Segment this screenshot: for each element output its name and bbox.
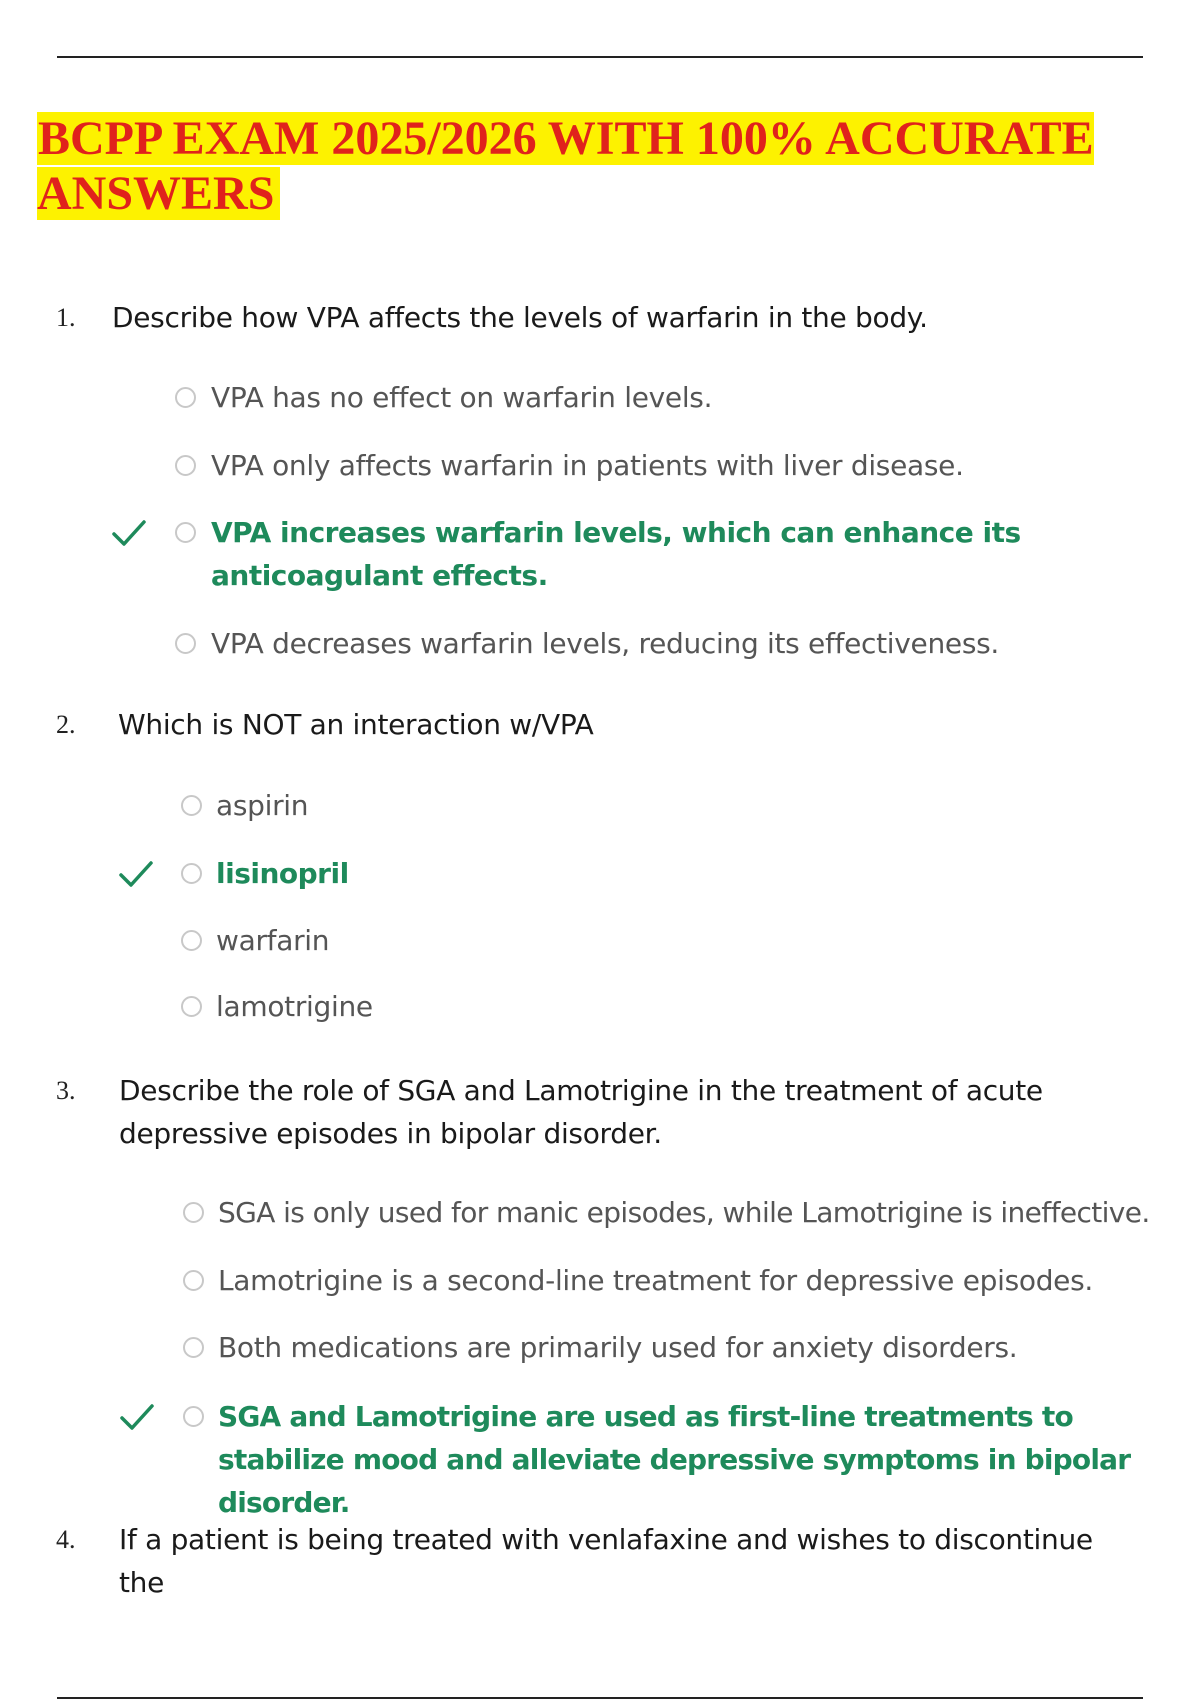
q3-option-b[interactable] <box>183 1259 1183 1302</box>
q2-option-b-correct[interactable] <box>181 852 1081 895</box>
q2-option-a[interactable] <box>181 784 1081 827</box>
question-2 <box>56 703 1158 746</box>
q2-option-c[interactable] <box>181 919 1081 962</box>
question-4 <box>56 1518 1139 1604</box>
question-text: Describe how VPA affects the levels of warfarin in the body. <box>112 301 928 334</box>
option-text: VPA decreases warfarin levels, reducing its effectiveness. <box>211 627 1000 660</box>
option-text: SGA and Lamotrigine are used as first-line treatments to stabilize mood and alleviate depressive symptoms in bipolar disorder. <box>218 1400 1131 1519</box>
option-text: SGA is only used for manic episodes, while Lamotrigine is ineffective. <box>218 1196 1150 1229</box>
question-number: 3. <box>56 1076 76 1105</box>
radio-circle-icon[interactable] <box>183 1337 204 1358</box>
option-text: warfarin <box>216 924 330 957</box>
q1-option-c-correct[interactable] <box>175 511 1170 597</box>
question-text: Describe the role of SGA and Lamotrigine in the treatment of acute depressive episodes in bipolar disorder. <box>119 1074 1043 1150</box>
radio-circle-icon[interactable] <box>175 633 196 654</box>
question-text: If a patient is being treated with venlafaxine and wishes to discontinue the <box>119 1523 1093 1599</box>
question-text: Which is NOT an interaction w/VPA <box>118 708 594 741</box>
top-divider <box>57 56 1143 58</box>
option-text: lisinopril <box>216 857 349 890</box>
q1-option-d[interactable] <box>175 622 1135 665</box>
question-number: 4. <box>56 1525 76 1554</box>
checkmark-icon <box>118 860 154 888</box>
radio-circle-icon[interactable] <box>181 930 202 951</box>
radio-circle-icon[interactable] <box>183 1406 204 1427</box>
document-title <box>37 111 1177 221</box>
option-text: VPA has no effect on warfarin levels. <box>211 381 713 414</box>
option-text: aspirin <box>216 789 309 822</box>
q3-option-c[interactable] <box>183 1326 1183 1369</box>
question-1 <box>56 296 1152 339</box>
q1-option-b[interactable] <box>175 444 1135 487</box>
checkmark-icon <box>119 1403 155 1431</box>
question-3 <box>56 1069 1119 1155</box>
bottom-divider <box>57 1697 1143 1699</box>
q3-option-d-correct[interactable] <box>183 1395 1173 1524</box>
radio-circle-icon[interactable] <box>183 1270 204 1291</box>
option-text: VPA only affects warfarin in patients with liver disease. <box>211 449 964 482</box>
radio-circle-icon[interactable] <box>181 863 202 884</box>
radio-circle-icon[interactable] <box>181 795 202 816</box>
question-number: 2. <box>56 710 76 739</box>
q3-option-a[interactable] <box>183 1191 1183 1234</box>
radio-circle-icon[interactable] <box>183 1202 204 1223</box>
title-highlight: BCPP EXAM 2025/2026 WITH 100% ACCURATE ANSWERS <box>37 112 1094 220</box>
radio-circle-icon[interactable] <box>175 455 196 476</box>
option-text: Both medications are primarily used for anxiety disorders. <box>218 1331 1018 1364</box>
radio-circle-icon[interactable] <box>175 387 196 408</box>
radio-circle-icon[interactable] <box>175 522 196 543</box>
checkmark-icon <box>111 519 147 547</box>
q2-option-d[interactable] <box>181 985 1081 1028</box>
q1-option-a[interactable] <box>175 376 1135 419</box>
option-text: lamotrigine <box>216 990 373 1023</box>
option-text: Lamotrigine is a second-line treatment for depressive episodes. <box>218 1264 1093 1297</box>
question-number: 1. <box>56 303 76 332</box>
option-text: VPA increases warfarin levels, which can enhance its anticoagulant effects. <box>211 516 1021 592</box>
radio-circle-icon[interactable] <box>181 996 202 1017</box>
